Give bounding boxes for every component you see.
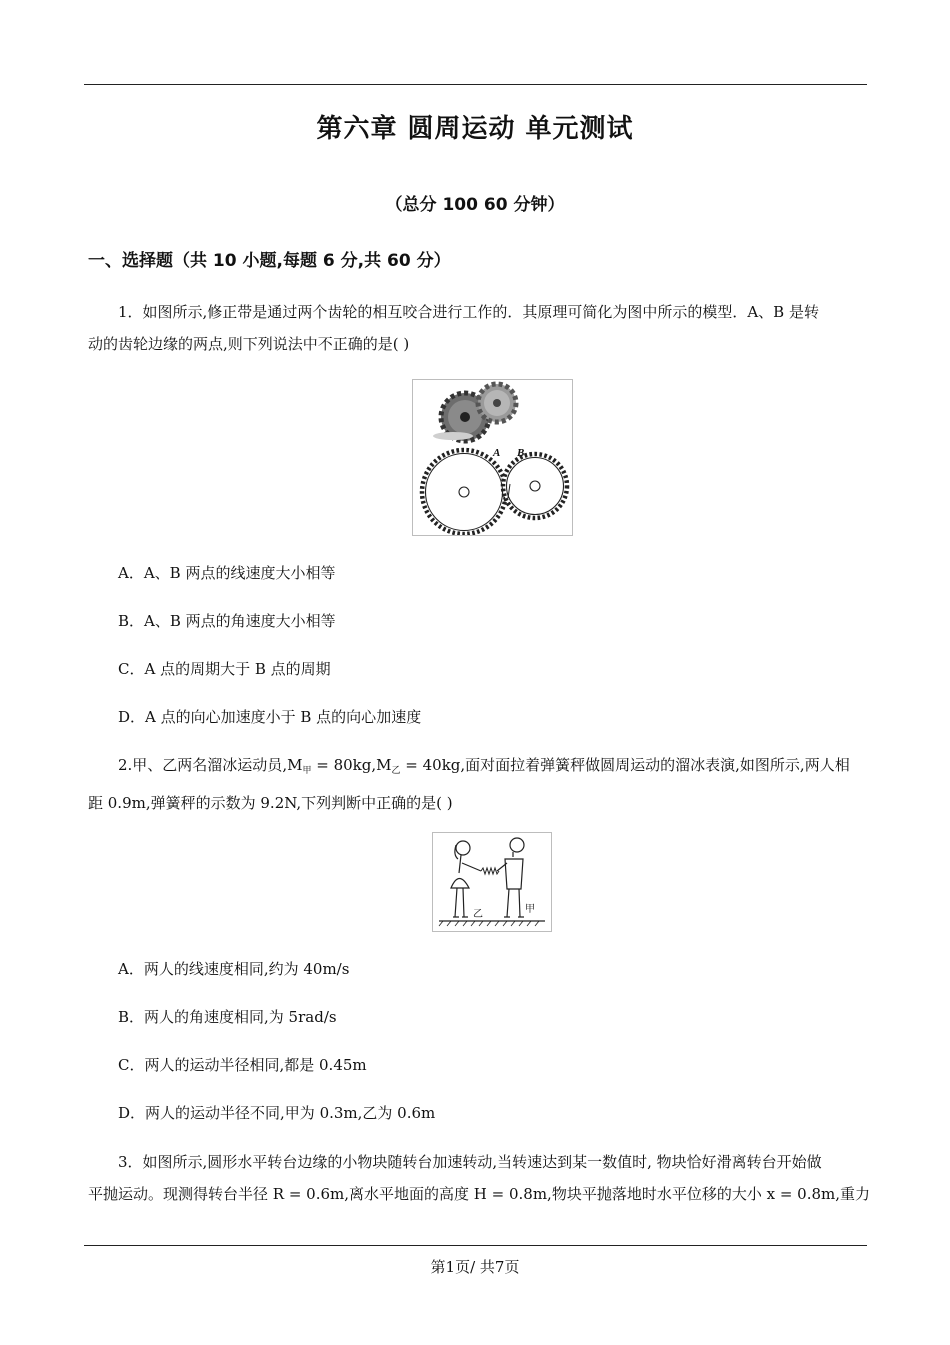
q2-option-b: B．两人的角速度相同,为 5rad/s [118, 1008, 337, 1026]
question-2-line-2: 距 0.9m,弹簧秤的示数为 9.2N,下列判断中正确的是( ) [88, 794, 453, 812]
q1-option-a: A．A、B 两点的线速度大小相等 [118, 564, 336, 582]
skaters-figure [432, 832, 552, 932]
question-1-line-2: 动的齿轮边缘的两点,则下列说法中不正确的是( ) [88, 335, 410, 353]
q2-option-c: C．两人的运动半径相同,都是 0.45m [118, 1056, 367, 1074]
q1-option-d: D．A 点的向心加速度小于 B 点的向心加速度 [118, 708, 422, 726]
question-3-text [88, 1146, 870, 1210]
gear-figure [412, 379, 573, 536]
page-subtitle: （总分 100 60 分钟） [385, 195, 565, 215]
gear-illustration [413, 380, 572, 535]
question-2-line-1: 2.甲、乙两名溜冰运动员$,M_甲 = 80kg,M_乙 = 40kg$,面对面拉着弹簧秤做圆周运动的溜冰表演,如图所示,两人相 [118, 756, 850, 776]
gear-label-b: B [517, 447, 525, 459]
question-3-line-2: 平抛运动。现测得转台半径 R = 0.6m,离水平地面的高度 H = 0.8m,物块平抛落地时水平位移的大小 x = 0.8m,重力 [88, 1185, 870, 1203]
question-1-line-1: 1．如图所示,修正带是通过两个齿轮的相互咬合进行工作的．其原理可简化为图中所示的模型．A、B 是转 [118, 303, 819, 321]
q2-option-a: A．两人的线速度相同,约为 40m/s [118, 960, 350, 978]
mass-subscript-yi: 乙 [391, 766, 401, 776]
section-heading: 一、选择题（共 10 小题,每题 6 分,共 60 分） [88, 251, 451, 271]
q2-option-d: D．两人的运动半径不同,甲为 0.3m,乙为 0.6m [118, 1104, 436, 1122]
question-3-line-1: 3．如图所示,圆形水平转台边缘的小物块随转台加速转动,当转速达到某一数值时, 物块恰好滑离转台开始做 [118, 1153, 822, 1171]
skater-label-yi: 乙 [473, 909, 483, 920]
page-footer: 第1页/ 共7页 [430, 1258, 520, 1276]
skater-label-jia: 甲 [525, 904, 535, 915]
header-rule [84, 84, 867, 85]
gear-photo [433, 384, 516, 441]
q1-option-b: B．A、B 两点的角速度大小相等 [118, 612, 336, 630]
mass-subscript-jia: 甲 [302, 766, 312, 776]
q1-option-c: C．A 点的周期大于 B 点的周期 [118, 660, 331, 678]
question-1-text [88, 296, 866, 360]
page-title: 第六章 圆周运动 单元测试 [316, 114, 634, 144]
footer-rule [84, 1245, 867, 1246]
gear-label-a: A [493, 447, 501, 459]
question-2-text [88, 749, 866, 819]
gear-diagram [422, 450, 567, 534]
skaters-illustration [433, 833, 551, 931]
